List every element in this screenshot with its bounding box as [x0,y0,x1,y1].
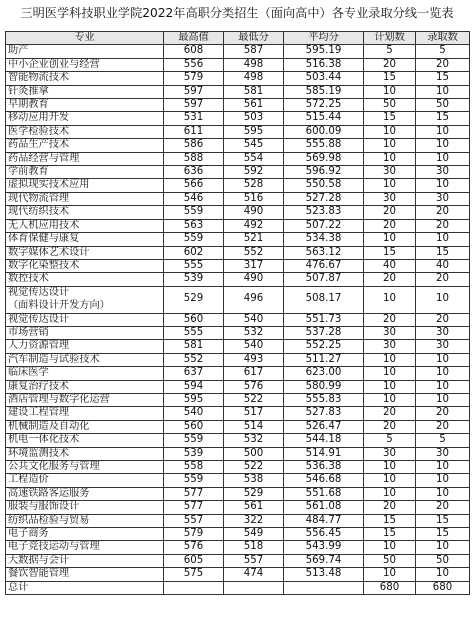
table-row [6,434,470,447]
cell-max-score: 611 [164,125,224,138]
table-row [6,447,470,460]
cell-avg-score: 515.44 [284,112,364,125]
cell-max-score: 559 [164,206,224,219]
cell-major: 人力资源管理 [6,340,164,353]
cell-admit-count: 30 [416,340,470,353]
cell-admit-count: 10 [416,286,470,313]
cell-admit-count: 20 [416,420,470,433]
cell-plan-count: 680 [364,581,416,594]
cell-max-score: 605 [164,554,224,567]
table-row [6,246,470,259]
cell-avg-score: 563.12 [284,246,364,259]
cell-admit-count: 30 [416,166,470,179]
cell-max-score: 556 [164,58,224,71]
table-row [6,393,470,406]
cell-min-score: 529 [224,487,284,500]
cell-avg-score: 476.67 [284,259,364,272]
cell-max-score: 577 [164,487,224,500]
cell-plan-count: 20 [364,273,416,286]
header-admit-count: 录取数 [416,32,470,45]
cell-major: 医学检验技术 [6,125,164,138]
table-row [6,420,470,433]
cell-major [6,286,164,313]
table-row [6,206,470,219]
cell-avg-score: 523.83 [284,206,364,219]
cell-avg-score: 514.91 [284,447,364,460]
cell-avg-score: 596.92 [284,166,364,179]
cell-plan-count: 20 [364,313,416,326]
header-min-score: 最低分 [224,32,284,45]
cell-admit-count: 20 [416,219,470,232]
cell-major: 中小企业创业与经营 [6,58,164,71]
cell-major: 建设工程管理 [6,407,164,420]
cell-max-score: 555 [164,259,224,272]
table-row [6,487,470,500]
cell-min-score: 516 [224,192,284,205]
cell-admit-count: 10 [416,179,470,192]
cell-avg-score: 537.28 [284,326,364,339]
cell-major: 酒店管理与数字化运营 [6,393,164,406]
cell-major: 药品经营与管理 [6,152,164,165]
table-row [6,554,470,567]
cell-admit-count: 20 [416,407,470,420]
cell-admit-count: 10 [416,152,470,165]
cell-plan-count: 15 [364,514,416,527]
cell-major: 无人机应用技术 [6,219,164,232]
cell-avg-score: 561.08 [284,501,364,514]
cell-avg-score [284,581,364,594]
cell-plan-count: 30 [364,340,416,353]
cell-admit-count: 10 [416,367,470,380]
cell-max-score: 576 [164,541,224,554]
cell-plan-count: 40 [364,259,416,272]
cell-admit-count: 10 [416,233,470,246]
cell-avg-score: 534.38 [284,233,364,246]
table-row [6,340,470,353]
cell-min-score: 500 [224,447,284,460]
cell-admit-count: 10 [416,460,470,473]
cell-admit-count: 10 [416,139,470,152]
cell-max-score: 566 [164,179,224,192]
cell-avg-score: 552.25 [284,340,364,353]
cell-min-score: 532 [224,326,284,339]
cell-major: 工程造价 [6,474,164,487]
admission-score-table [5,31,470,595]
table-row [6,353,470,366]
cell-min-score: 595 [224,125,284,138]
cell-plan-count: 30 [364,326,416,339]
cell-admit-count: 20 [416,58,470,71]
header-major: 专业 [6,32,164,45]
cell-plan-count: 10 [364,286,416,313]
table-row [6,125,470,138]
cell-avg-score: 551.73 [284,313,364,326]
cell-admit-count: 20 [416,313,470,326]
table-row [6,273,470,286]
cell-admit-count: 10 [416,353,470,366]
cell-max-score: 555 [164,326,224,339]
table-row [6,259,470,272]
cell-admit-count: 50 [416,554,470,567]
table-row [6,568,470,581]
cell-max-score: 602 [164,246,224,259]
cell-plan-count: 50 [364,99,416,112]
cell-min-score: 581 [224,85,284,98]
cell-plan-count: 10 [364,233,416,246]
cell-admit-count: 15 [416,528,470,541]
table-row [6,85,470,98]
cell-min-score: 540 [224,313,284,326]
cell-min-score: 532 [224,434,284,447]
cell-avg-score: 507.87 [284,273,364,286]
table-row [6,541,470,554]
cell-admit-count: 30 [416,326,470,339]
cell-plan-count: 10 [364,152,416,165]
cell-max-score: 595 [164,393,224,406]
cell-min-score: 540 [224,340,284,353]
cell-major: 移动应用开发 [6,112,164,125]
cell-avg-score: 556.45 [284,528,364,541]
table-row [6,380,470,393]
cell-plan-count: 15 [364,112,416,125]
cell-min-score: 538 [224,474,284,487]
table-row [6,581,470,594]
cell-min-score: 490 [224,273,284,286]
cell-admit-count: 20 [416,206,470,219]
cell-admit-count: 10 [416,85,470,98]
table-row [6,112,470,125]
cell-max-score: 608 [164,45,224,58]
cell-major: 汽车制造与试验技术 [6,353,164,366]
cell-min-score: 493 [224,353,284,366]
cell-plan-count: 10 [364,541,416,554]
cell-major: 临床医学 [6,367,164,380]
cell-min-score: 498 [224,72,284,85]
cell-admit-count: 30 [416,447,470,460]
cell-admit-count: 10 [416,487,470,500]
cell-avg-score: 569.74 [284,554,364,567]
cell-plan-count: 20 [364,219,416,232]
cell-admit-count: 15 [416,72,470,85]
table-row [6,286,470,313]
cell-major: 服装与服饰设计 [6,501,164,514]
cell-major: 机电一体化技术 [6,434,164,447]
cell-admit-count: 5 [416,45,470,58]
cell-avg-score: 551.68 [284,487,364,500]
cell-admit-count: 10 [416,393,470,406]
cell-major: 市场营销 [6,326,164,339]
cell-avg-score: 484.77 [284,514,364,527]
cell-admit-count: 15 [416,514,470,527]
cell-major: 高速铁路客运服务 [6,487,164,500]
cell-admit-count: 680 [416,581,470,594]
cell-plan-count: 5 [364,434,416,447]
cell-max-score: 594 [164,380,224,393]
cell-major: 数控技术 [6,273,164,286]
cell-admit-count: 15 [416,246,470,259]
cell-max-score: 581 [164,340,224,353]
cell-min-score: 518 [224,541,284,554]
table-body [6,45,470,595]
cell-max-score: 563 [164,219,224,232]
cell-avg-score: 600.09 [284,125,364,138]
cell-max-score: 539 [164,273,224,286]
cell-plan-count: 30 [364,192,416,205]
cell-major: 电子商务 [6,528,164,541]
cell-avg-score: 503.44 [284,72,364,85]
cell-max-score: 557 [164,514,224,527]
cell-line: 视觉传达设计 [8,287,70,299]
cell-plan-count: 10 [364,353,416,366]
cell-plan-count: 20 [364,407,416,420]
cell-avg-score: 513.48 [284,568,364,581]
cell-max-score: 546 [164,192,224,205]
cell-avg-score: 623.00 [284,367,364,380]
cell-plan-count: 15 [364,72,416,85]
cell-major: 大数据与会计 [6,554,164,567]
cell-min-score: 514 [224,420,284,433]
cell-major: 药品生产技术 [6,139,164,152]
table-row [6,179,470,192]
header-avg-score: 平均分 [284,32,364,45]
cell-max-score: 597 [164,85,224,98]
cell-min-score: 517 [224,407,284,420]
cell-min-score: 561 [224,501,284,514]
cell-major: 早期教育 [6,99,164,112]
cell-min-score [224,581,284,594]
cell-min-score: 576 [224,380,284,393]
cell-admit-count: 10 [416,380,470,393]
cell-avg-score: 516.38 [284,58,364,71]
cell-min-score: 496 [224,286,284,313]
cell-min-score: 528 [224,179,284,192]
table-row [6,58,470,71]
cell-max-score: 579 [164,72,224,85]
cell-avg-score: 536.38 [284,460,364,473]
cell-admit-count: 10 [416,568,470,581]
cell-avg-score: 511.27 [284,353,364,366]
cell-min-score: 322 [224,514,284,527]
table-row [6,528,470,541]
table-row [6,313,470,326]
cell-max-score: 575 [164,568,224,581]
cell-max-score: 577 [164,501,224,514]
cell-plan-count: 10 [364,380,416,393]
cell-plan-count: 10 [364,568,416,581]
table-row [6,99,470,112]
cell-max-score: 531 [164,112,224,125]
cell-avg-score: 572.25 [284,99,364,112]
table-row [6,326,470,339]
cell-max-score: 597 [164,99,224,112]
cell-major: 公共文化服务与管理 [6,460,164,473]
cell-min-score: 498 [224,58,284,71]
cell-major: 电子竞技运动与管理 [6,541,164,554]
cell-major: 数字化染整技术 [6,259,164,272]
cell-major: 体育保健与康复 [6,233,164,246]
table-row [6,45,470,58]
cell-plan-count: 10 [364,367,416,380]
cell-major: 学前教育 [6,166,164,179]
cell-min-score: 503 [224,112,284,125]
cell-max-score: 552 [164,353,224,366]
cell-major: 纺织品检验与贸易 [6,514,164,527]
table-row [6,407,470,420]
cell-major: 现代纺织技术 [6,206,164,219]
table-row [6,152,470,165]
table-row [6,192,470,205]
cell-avg-score: 569.98 [284,152,364,165]
cell-major: 数字媒体艺术设计 [6,246,164,259]
cell-admit-count: 20 [416,501,470,514]
table-row [6,233,470,246]
cell-plan-count: 10 [364,85,416,98]
cell-admit-count: 50 [416,99,470,112]
cell-max-score: 529 [164,286,224,313]
cell-major: 餐饮智能管理 [6,568,164,581]
cell-min-score: 545 [224,139,284,152]
table-row [6,514,470,527]
table-row [6,501,470,514]
cell-plan-count: 10 [364,474,416,487]
cell-min-score: 490 [224,206,284,219]
cell-avg-score: 544.18 [284,434,364,447]
cell-min-score: 592 [224,166,284,179]
cell-max-score: 637 [164,367,224,380]
table-row [6,139,470,152]
cell-min-score: 521 [224,233,284,246]
cell-major: 总计 [6,581,164,594]
cell-plan-count: 20 [364,420,416,433]
cell-admit-count: 10 [416,125,470,138]
cell-plan-count: 15 [364,246,416,259]
cell-avg-score: 543.99 [284,541,364,554]
cell-admit-count: 40 [416,259,470,272]
cell-plan-count: 50 [364,554,416,567]
table-row [6,166,470,179]
table-row [6,367,470,380]
cell-min-score: 587 [224,45,284,58]
cell-plan-count: 20 [364,206,416,219]
cell-min-score: 492 [224,219,284,232]
cell-admit-count: 30 [416,192,470,205]
cell-major: 康复治疗技术 [6,380,164,393]
table-row [6,460,470,473]
cell-admit-count: 10 [416,474,470,487]
cell-avg-score: 526.47 [284,420,364,433]
page-title: 三明医学科技职业学院2022年高职分类招生（面向高中）各专业录取分线一览表 [20,6,454,20]
cell-min-score: 474 [224,568,284,581]
cell-max-score: 559 [164,474,224,487]
cell-plan-count: 5 [364,45,416,58]
cell-max-score: 540 [164,407,224,420]
cell-plan-count: 30 [364,166,416,179]
cell-plan-count: 10 [364,125,416,138]
cell-admit-count: 5 [416,434,470,447]
table-header-row [6,32,470,45]
cell-max-score: 560 [164,420,224,433]
cell-avg-score: 546.68 [284,474,364,487]
cell-avg-score: 527.83 [284,407,364,420]
cell-max-score: 539 [164,447,224,460]
cell-major: 视觉传达设计 [6,313,164,326]
cell-plan-count: 15 [364,528,416,541]
cell-plan-count: 20 [364,501,416,514]
cell-avg-score: 555.88 [284,139,364,152]
cell-min-score: 522 [224,393,284,406]
cell-avg-score: 555.83 [284,393,364,406]
cell-min-score: 561 [224,99,284,112]
cell-line: （面料设计开发方向） [8,299,110,311]
cell-min-score: 317 [224,259,284,272]
cell-max-score: 558 [164,460,224,473]
cell-plan-count: 10 [364,487,416,500]
cell-plan-count: 10 [364,179,416,192]
cell-max-score: 588 [164,152,224,165]
cell-major: 机械制造及自动化 [6,420,164,433]
table-row [6,219,470,232]
cell-avg-score: 508.17 [284,286,364,313]
cell-min-score: 549 [224,528,284,541]
cell-major: 助产 [6,45,164,58]
cell-major: 智能物流技术 [6,72,164,85]
cell-plan-count: 10 [364,460,416,473]
cell-max-score: 579 [164,528,224,541]
cell-plan-count: 10 [364,393,416,406]
cell-major: 针灸推拿 [6,85,164,98]
cell-max-score: 586 [164,139,224,152]
cell-plan-count: 20 [364,58,416,71]
cell-admit-count: 10 [416,541,470,554]
cell-avg-score: 527.28 [284,192,364,205]
header-plan-count: 计划数 [364,32,416,45]
cell-avg-score: 595.19 [284,45,364,58]
cell-plan-count: 10 [364,139,416,152]
cell-plan-count: 30 [364,447,416,460]
cell-avg-score: 550.58 [284,179,364,192]
cell-major: 环境监测技术 [6,447,164,460]
cell-min-score: 522 [224,460,284,473]
cell-max-score [164,581,224,594]
cell-max-score: 559 [164,434,224,447]
table-row [6,72,470,85]
cell-admit-count: 20 [416,273,470,286]
cell-max-score: 636 [164,166,224,179]
cell-major: 虚拟现实技术应用 [6,179,164,192]
cell-admit-count: 15 [416,112,470,125]
cell-max-score: 560 [164,313,224,326]
cell-avg-score: 580.99 [284,380,364,393]
cell-major: 现代物流管理 [6,192,164,205]
cell-avg-score: 585.19 [284,85,364,98]
cell-min-score: 557 [224,554,284,567]
cell-min-score: 617 [224,367,284,380]
cell-min-score: 552 [224,246,284,259]
cell-max-score: 559 [164,233,224,246]
cell-avg-score: 507.22 [284,219,364,232]
cell-min-score: 554 [224,152,284,165]
table-row [6,474,470,487]
header-max-score: 最高值 [164,32,224,45]
